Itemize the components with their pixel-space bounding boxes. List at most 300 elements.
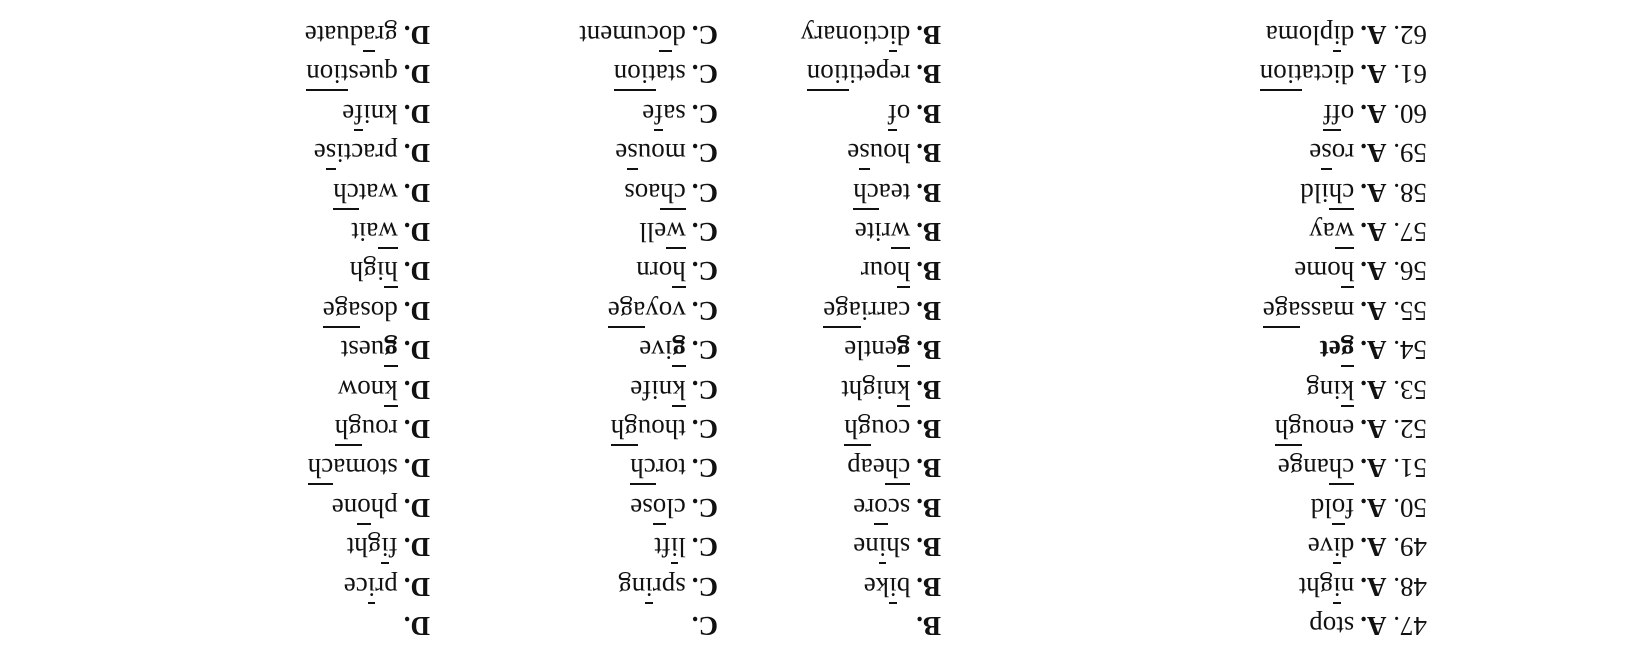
word-segment: ng bbox=[618, 571, 646, 602]
underlined-segment: h bbox=[896, 256, 911, 287]
question-number: 59. bbox=[1386, 138, 1427, 169]
underlined-segment: gh bbox=[1274, 414, 1302, 444]
underlined-segment: o bbox=[658, 20, 673, 50]
question-row bbox=[0, 251, 1650, 291]
option-letter: B. bbox=[916, 20, 941, 50]
word-segment: cl bbox=[666, 492, 686, 523]
option-letter: A. bbox=[1360, 295, 1387, 326]
word-segment: e bbox=[847, 138, 860, 169]
word-segment: wat bbox=[358, 177, 398, 208]
option-letter: C. bbox=[691, 20, 718, 50]
word-segment: uest bbox=[340, 335, 385, 366]
option-c bbox=[624, 173, 718, 213]
question-row bbox=[0, 291, 1650, 331]
option-letter: D. bbox=[403, 611, 430, 641]
word-segment: l bbox=[678, 532, 686, 563]
underlined-segment: k bbox=[1340, 374, 1355, 405]
option-word bbox=[1309, 217, 1354, 247]
option-word bbox=[611, 414, 686, 444]
word-segment: e bbox=[313, 138, 326, 169]
option-word bbox=[1308, 532, 1355, 562]
word-segment: ne bbox=[853, 532, 879, 563]
word-segment: tor bbox=[655, 453, 686, 484]
word-segment: f bbox=[1345, 492, 1355, 523]
option-b bbox=[844, 409, 941, 449]
question-number: 50. bbox=[1386, 492, 1427, 523]
option-letter: A. bbox=[1360, 138, 1387, 169]
option-d bbox=[347, 527, 430, 567]
option-word bbox=[342, 99, 398, 129]
option-letter: D. bbox=[403, 256, 430, 287]
underlined-segment: i bbox=[381, 532, 389, 563]
option-letter: C. bbox=[691, 295, 718, 326]
option-word bbox=[333, 178, 397, 208]
option-d bbox=[308, 448, 430, 488]
question-row bbox=[0, 488, 1650, 528]
word-segment: ange bbox=[1277, 453, 1329, 484]
option-letter: C. bbox=[691, 414, 718, 444]
option-word bbox=[341, 335, 398, 365]
word-segment: f bbox=[388, 532, 398, 563]
option-word bbox=[306, 59, 398, 89]
word-segment: o bbox=[896, 98, 911, 129]
option-letter: B. bbox=[916, 217, 941, 247]
underlined-segment: g bbox=[896, 335, 911, 366]
question-number: 52. bbox=[1386, 414, 1427, 444]
option-d bbox=[342, 94, 430, 134]
option-word bbox=[630, 453, 685, 483]
option-letter: C. bbox=[691, 217, 718, 247]
question-row bbox=[0, 567, 1650, 607]
underlined-segment: f bbox=[654, 98, 664, 129]
option-letter: C. bbox=[691, 98, 718, 129]
word-segment: e bbox=[642, 98, 655, 129]
option-b bbox=[853, 488, 941, 528]
option-word bbox=[639, 335, 686, 365]
word-segment: hou bbox=[869, 138, 911, 169]
word-segment: carri bbox=[860, 295, 911, 326]
option-letter: A. bbox=[1360, 532, 1387, 563]
option-word bbox=[323, 296, 398, 326]
word-segment: ay bbox=[1309, 217, 1335, 247]
option-d bbox=[306, 54, 430, 94]
option-word bbox=[335, 414, 398, 444]
word-segment: ght bbox=[346, 532, 382, 563]
option-word bbox=[308, 453, 398, 483]
question-row bbox=[0, 15, 1650, 55]
option-word bbox=[608, 296, 686, 326]
word-segment: e bbox=[615, 138, 628, 169]
option-word bbox=[636, 256, 686, 286]
underlined-segment: h bbox=[1340, 256, 1355, 287]
option-d bbox=[344, 567, 430, 607]
word-segment: spr bbox=[652, 571, 686, 602]
option-letter: B. bbox=[916, 571, 941, 602]
option-word bbox=[314, 138, 398, 168]
underlined-segment: i bbox=[645, 571, 653, 602]
underlined-segment: ch bbox=[1328, 177, 1355, 208]
word-segment: mou bbox=[637, 138, 686, 169]
option-d bbox=[335, 409, 430, 449]
question-number: 56. bbox=[1386, 256, 1427, 287]
option-word bbox=[1294, 256, 1354, 286]
option-word bbox=[853, 532, 910, 562]
word-segment: enou bbox=[1301, 414, 1355, 444]
word-segment: ve bbox=[1307, 532, 1334, 563]
option-word bbox=[1299, 572, 1355, 602]
word-segment: sh bbox=[886, 532, 911, 563]
option-a bbox=[1260, 54, 1427, 94]
option-b bbox=[910, 606, 941, 646]
option-b bbox=[847, 448, 941, 488]
word-segment: ce bbox=[343, 571, 368, 602]
option-letter: B. bbox=[916, 532, 941, 563]
underlined-segment: s bbox=[325, 138, 337, 169]
question-row bbox=[0, 212, 1650, 252]
underlined-segment: age bbox=[823, 295, 861, 326]
option-letter: C. bbox=[691, 611, 718, 641]
option-b bbox=[847, 133, 941, 173]
option-c bbox=[639, 330, 718, 370]
option-letter: C. bbox=[691, 374, 718, 405]
option-b bbox=[855, 212, 941, 252]
underlined-segment: k bbox=[384, 374, 398, 405]
word-segment: d bbox=[896, 20, 911, 50]
underlined-segment: w bbox=[890, 217, 911, 247]
option-c bbox=[615, 133, 718, 173]
option-a bbox=[1308, 527, 1427, 567]
question-number: 58. bbox=[1386, 177, 1427, 208]
option-c bbox=[579, 15, 718, 55]
word-segment: gr bbox=[375, 20, 398, 50]
underlined-segment: ch bbox=[630, 453, 656, 484]
underlined-segment: w bbox=[1334, 217, 1355, 247]
underlined-segment: w bbox=[666, 217, 686, 247]
underlined-segment: s bbox=[1321, 138, 1332, 169]
underlined-segment: g bbox=[1340, 335, 1355, 366]
question-number: 61. bbox=[1386, 59, 1427, 90]
word-segment: eap bbox=[847, 453, 885, 484]
option-word bbox=[624, 178, 685, 208]
underlined-segment: ch bbox=[307, 453, 334, 484]
underlined-segment: s bbox=[627, 138, 638, 169]
underlined-segment: i bbox=[670, 532, 679, 563]
question-row bbox=[0, 606, 1650, 646]
word-segment: e bbox=[342, 98, 355, 129]
option-a bbox=[1278, 448, 1427, 488]
word-segment: b bbox=[896, 571, 911, 602]
option-word bbox=[350, 256, 398, 286]
question-number: 47. bbox=[1386, 611, 1427, 641]
option-word bbox=[801, 20, 910, 50]
option-d bbox=[332, 488, 430, 528]
option-c bbox=[642, 94, 718, 134]
option-letter: A. bbox=[1360, 217, 1387, 247]
underlined-segment: ch bbox=[884, 453, 911, 484]
option-word bbox=[1275, 414, 1354, 444]
question-number: 62. bbox=[1386, 20, 1427, 50]
word-segment: tea bbox=[878, 177, 911, 208]
question-number: 57. bbox=[1386, 217, 1427, 247]
option-letter: A. bbox=[1360, 20, 1387, 50]
underlined-segment: ch bbox=[853, 177, 879, 208]
question-row bbox=[0, 409, 1650, 449]
word-segment: e bbox=[1309, 138, 1322, 169]
option-c bbox=[608, 291, 718, 331]
word-segment: ive bbox=[639, 335, 673, 366]
question-row bbox=[0, 448, 1650, 488]
option-letter: D. bbox=[403, 571, 430, 602]
option-letter: D. bbox=[403, 453, 430, 484]
option-word bbox=[841, 375, 910, 405]
underlined-segment: tion bbox=[1259, 59, 1302, 90]
underlined-segment: i bbox=[1333, 20, 1341, 50]
option-letter: B. bbox=[916, 374, 941, 405]
word-segment: now bbox=[337, 374, 385, 405]
option-word bbox=[579, 20, 685, 50]
word-segment: d bbox=[672, 20, 686, 50]
word-segment: cou bbox=[871, 414, 911, 444]
option-b bbox=[888, 94, 941, 134]
option-letter: D. bbox=[403, 138, 430, 169]
option-c bbox=[630, 448, 718, 488]
underlined-segment: tion bbox=[613, 59, 656, 90]
option-word bbox=[861, 256, 911, 286]
option-word bbox=[338, 375, 398, 405]
underlined-segment: age bbox=[1262, 295, 1301, 326]
option-d bbox=[305, 15, 430, 55]
underlined-segment: i bbox=[889, 20, 897, 50]
option-c bbox=[611, 409, 718, 449]
option-letter: A. bbox=[1360, 453, 1387, 484]
word-segment: ait bbox=[351, 217, 379, 247]
word-segment: sc bbox=[887, 492, 911, 523]
option-letter: B. bbox=[916, 295, 941, 326]
option-d bbox=[323, 291, 430, 331]
option-c bbox=[654, 527, 718, 567]
underlined-segment: tion bbox=[306, 59, 349, 90]
option-letter: D. bbox=[403, 414, 430, 444]
question-number: 53. bbox=[1386, 374, 1427, 405]
option-word bbox=[615, 138, 686, 168]
word-segment: ploma bbox=[1265, 20, 1334, 50]
option-letter: C. bbox=[691, 177, 718, 208]
word-segment: duate bbox=[304, 20, 364, 50]
option-a bbox=[1309, 133, 1427, 173]
word-segment: repeti bbox=[848, 59, 911, 90]
option-letter: C. bbox=[691, 59, 718, 90]
option-word bbox=[853, 493, 910, 523]
word-segment: thou bbox=[637, 414, 686, 444]
question-row bbox=[0, 173, 1650, 213]
option-b bbox=[861, 251, 941, 291]
underlined-segment: i bbox=[878, 532, 887, 563]
option-b bbox=[853, 527, 941, 567]
option-letter: A. bbox=[1360, 414, 1387, 444]
option-word bbox=[855, 217, 910, 247]
option-a bbox=[1266, 15, 1427, 55]
word-segment: ome bbox=[1294, 256, 1341, 287]
option-b bbox=[844, 330, 941, 370]
underlined-segment: gh bbox=[844, 414, 872, 444]
underlined-segment: ff bbox=[1323, 98, 1341, 129]
word-segment: stoma bbox=[333, 453, 398, 484]
option-word bbox=[1320, 335, 1354, 365]
underlined-segment: gh bbox=[334, 414, 362, 444]
underlined-segment: o bbox=[874, 492, 888, 523]
underlined-segment: tion bbox=[806, 59, 849, 90]
word-segment: ques bbox=[348, 59, 398, 90]
word-segment: dicta bbox=[1301, 59, 1355, 90]
option-b bbox=[853, 173, 941, 213]
word-segment: mass bbox=[1300, 295, 1355, 326]
option-word bbox=[347, 532, 398, 562]
underlined-segment: ch bbox=[660, 177, 686, 208]
option-word bbox=[1311, 493, 1355, 523]
option-letter: A. bbox=[1360, 374, 1387, 405]
word-segment: ph bbox=[370, 492, 398, 523]
word-segment: practi bbox=[336, 138, 398, 169]
option-letter: B. bbox=[916, 98, 941, 129]
underlined-segment: k bbox=[672, 374, 686, 405]
option-a bbox=[1306, 370, 1427, 410]
underlined-segment: g bbox=[672, 335, 686, 366]
option-b bbox=[823, 291, 941, 331]
word-segment: dos bbox=[360, 295, 398, 326]
option-word bbox=[614, 59, 686, 89]
option-word bbox=[1263, 296, 1354, 326]
option-word bbox=[618, 572, 686, 602]
option-word bbox=[630, 493, 686, 523]
option-letter: D. bbox=[403, 335, 430, 366]
option-word bbox=[888, 99, 911, 129]
option-letter: A. bbox=[1360, 177, 1387, 208]
option-d bbox=[398, 606, 430, 646]
option-word bbox=[344, 572, 398, 602]
option-letter: A. bbox=[1360, 59, 1387, 90]
option-letter: D. bbox=[403, 532, 430, 563]
option-c bbox=[636, 251, 718, 291]
option-word bbox=[639, 217, 686, 247]
underlined-segment: i bbox=[1333, 532, 1341, 563]
word-segment: cument bbox=[579, 20, 659, 50]
option-letter: D. bbox=[403, 492, 430, 523]
word-segment: ld bbox=[1310, 492, 1332, 523]
option-word bbox=[847, 138, 910, 168]
word-segment: nife bbox=[630, 374, 673, 405]
word-segment: d bbox=[1340, 20, 1355, 50]
word-segment: aos bbox=[624, 177, 661, 208]
option-letter: D. bbox=[403, 374, 430, 405]
word-segment: ell bbox=[639, 217, 667, 247]
option-word bbox=[853, 178, 910, 208]
option-word bbox=[305, 20, 398, 50]
option-a bbox=[1320, 330, 1427, 370]
underlined-segment: i bbox=[1333, 571, 1341, 602]
option-letter: D. bbox=[403, 295, 430, 326]
option-c bbox=[639, 212, 718, 252]
option-a bbox=[1323, 94, 1427, 134]
question-number: 55. bbox=[1386, 295, 1427, 326]
option-b bbox=[801, 15, 941, 55]
option-c bbox=[614, 54, 718, 94]
question-row bbox=[0, 330, 1650, 370]
option-letter: A. bbox=[1360, 571, 1387, 602]
option-letter: C. bbox=[691, 138, 718, 169]
option-a bbox=[1309, 606, 1427, 646]
option-word bbox=[332, 493, 398, 523]
option-letter: B. bbox=[916, 256, 941, 287]
word-segment: o bbox=[1340, 98, 1355, 129]
question-number: 48. bbox=[1386, 571, 1427, 602]
option-letter: B. bbox=[916, 335, 941, 366]
option-a bbox=[1299, 567, 1427, 607]
option-word bbox=[807, 59, 910, 89]
option-letter: A. bbox=[1360, 335, 1387, 366]
option-d bbox=[351, 212, 430, 252]
option-c bbox=[618, 567, 718, 607]
underlined-segment: i bbox=[367, 571, 376, 602]
question-row bbox=[0, 133, 1650, 173]
word-segment: ne bbox=[331, 492, 358, 523]
option-word bbox=[1323, 99, 1354, 129]
option-d bbox=[350, 251, 430, 291]
option-letter: B. bbox=[916, 453, 941, 484]
option-word bbox=[847, 453, 910, 483]
word-segment: our bbox=[860, 256, 897, 287]
option-letter: C. bbox=[691, 335, 718, 366]
underlined-segment: o bbox=[652, 492, 667, 523]
option-c bbox=[686, 606, 718, 646]
option-a bbox=[1309, 212, 1427, 252]
option-c bbox=[630, 488, 718, 528]
option-letter: A. bbox=[1360, 98, 1387, 129]
option-letter: B. bbox=[916, 414, 941, 444]
word-segment: stop bbox=[1309, 611, 1355, 641]
option-letter: B. bbox=[916, 59, 941, 90]
underlined-segment: s bbox=[859, 138, 870, 169]
word-segment: n bbox=[1340, 571, 1355, 602]
question-number: 49. bbox=[1386, 532, 1427, 563]
question-number: 51. bbox=[1386, 453, 1427, 484]
option-a bbox=[1263, 291, 1427, 331]
word-segment: re bbox=[853, 492, 875, 523]
question-number: 54. bbox=[1386, 335, 1427, 366]
word-segment: ctionary bbox=[800, 20, 890, 50]
option-a bbox=[1275, 409, 1427, 449]
option-word bbox=[1300, 178, 1354, 208]
option-d bbox=[341, 330, 430, 370]
option-letter: C. bbox=[691, 453, 718, 484]
option-word bbox=[844, 414, 910, 444]
option-word bbox=[642, 99, 685, 129]
option-letter: D. bbox=[403, 217, 430, 247]
option-letter: C. bbox=[691, 492, 718, 523]
underlined-segment: k bbox=[896, 374, 911, 405]
option-letter: B. bbox=[916, 611, 941, 641]
word-segment: ing bbox=[1306, 374, 1341, 405]
option-letter: A. bbox=[1360, 611, 1387, 641]
underlined-segment: g bbox=[384, 335, 398, 366]
underlined-segment: age bbox=[607, 295, 646, 326]
option-letter: B. bbox=[916, 177, 941, 208]
underlined-segment: h bbox=[384, 256, 398, 287]
option-word bbox=[844, 335, 910, 365]
question-row bbox=[0, 370, 1650, 410]
word-segment: se bbox=[630, 492, 653, 523]
underlined-segment: h bbox=[672, 256, 686, 287]
word-segment: pr bbox=[375, 571, 398, 602]
